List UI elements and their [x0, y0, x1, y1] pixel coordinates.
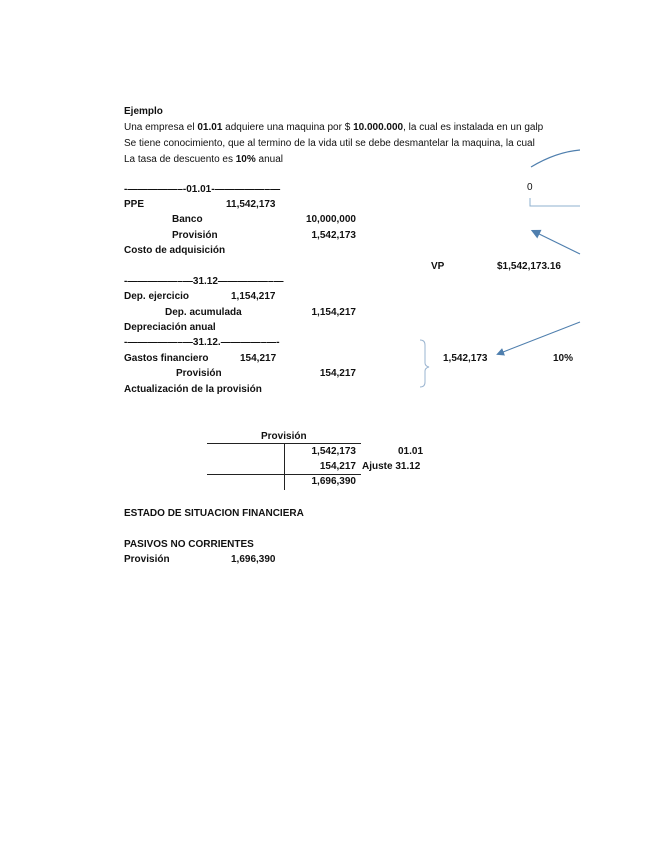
entry1-credit1-account: Banco — [172, 214, 203, 225]
example-line-2: Se tiene conocimiento, que al termino de la vida util se debe desmantelar la maquina, la cual — [124, 138, 535, 149]
arrow-to-pv — [533, 231, 580, 254]
statement-title: ESTADO DE SITUACION FINANCIERA — [124, 508, 304, 519]
entry3-separator: -—————–—31.12.————–—- — [124, 337, 280, 348]
t-account-total: 1,696,390 — [311, 476, 356, 487]
entry2-debit-account: Dep. ejercicio — [124, 291, 190, 302]
entry1-description: Costo de adquisición — [124, 245, 226, 256]
timeline-zero: 0 — [527, 182, 533, 193]
timeline-line — [530, 198, 580, 206]
example-date: 01.01 — [197, 122, 223, 133]
calc-rate: 10% — [553, 353, 574, 364]
entry2-description: Depreciación anual — [124, 322, 216, 333]
entry1-credit2-amount: 1,542,173 — [311, 230, 356, 241]
example-line-3-b: anual — [255, 154, 284, 165]
example-line-3-a: La tasa de descuento es — [124, 154, 236, 165]
statement-item-label: Provisión — [124, 554, 170, 565]
entry3-debit-account: Gastos financiero — [124, 353, 209, 364]
entry3-credit-amount: 154,217 — [319, 368, 356, 379]
example-amount: 10.000.000 — [353, 122, 404, 133]
example-line-1-c: , la cual es instalada en un galp — [403, 122, 544, 133]
entry1-debit-amount: 11,542,173 — [226, 199, 276, 210]
pv-value: $1,542,173.16 — [497, 261, 561, 272]
example-line-1-b: adquiere una maquina por $ — [222, 122, 354, 133]
entry1-debit-account: PPE — [124, 199, 145, 210]
brace — [420, 340, 429, 387]
curve-arc — [531, 150, 580, 167]
entry2-debit-amount: 1,154,217 — [231, 291, 276, 302]
entry3-debit-amount: 154,217 — [240, 353, 277, 364]
entry2-credit-amount: 1,154,217 — [311, 307, 356, 318]
t-account-row1-label: 01.01 — [398, 446, 424, 457]
entry3-description: Actualización de la provisión — [124, 384, 262, 395]
entry3-credit-account: Provisión — [176, 368, 222, 379]
entry2-credit-account: Dep. acumulada — [165, 307, 242, 318]
example-line-1-a: Una empresa el — [124, 122, 198, 133]
entry1-credit1-amount: 10,000,000 — [305, 214, 356, 225]
t-account-total-line — [207, 474, 361, 475]
t-account-row2-amount: 154,217 — [319, 461, 356, 472]
statement-section: PASIVOS NO CORRIENTES — [124, 539, 254, 550]
t-account-row2-label: Ajuste 31.12 — [362, 461, 421, 472]
t-account-title: Provisión — [261, 431, 307, 442]
example-rate: 10% — [235, 154, 256, 165]
entry1-separator: -—————–-01.01-—————–— — [124, 184, 281, 195]
t-account-row1-amount: 1,542,173 — [311, 446, 356, 457]
pv-label: VP — [431, 261, 445, 272]
entry2-separator: -—————–—31.12—————–— — [124, 276, 284, 287]
statement-item-value: 1,696,390 — [231, 554, 276, 565]
t-account-divider — [284, 443, 285, 490]
example-title: Ejemplo — [124, 106, 163, 117]
entry1-credit2-account: Provisión — [172, 230, 218, 241]
calc-base: 1,542,173 — [443, 353, 488, 364]
arrow-to-calc — [498, 322, 580, 354]
